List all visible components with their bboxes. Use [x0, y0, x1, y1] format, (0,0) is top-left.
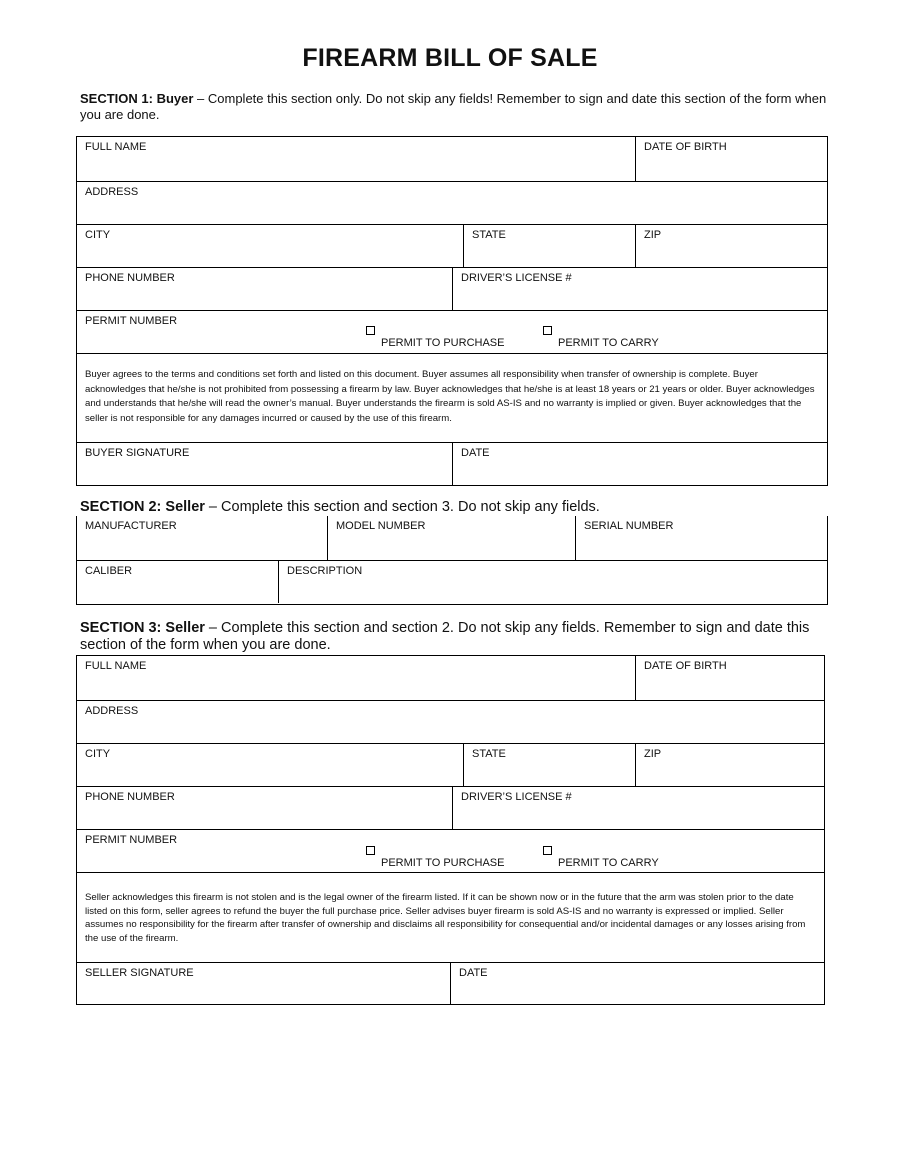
- seller-row-phone: [77, 786, 824, 829]
- seller-date-label: DATE: [459, 967, 488, 979]
- buyer-full-name-label: FULL NAME: [85, 141, 147, 153]
- seller-date-field[interactable]: [450, 963, 824, 1004]
- serial-number-label: SERIAL NUMBER: [584, 520, 674, 532]
- seller-city-label: CITY: [85, 748, 111, 760]
- caliber-field[interactable]: [77, 561, 278, 603]
- description-field[interactable]: [278, 561, 827, 603]
- buyer-address-label: ADDRESS: [85, 186, 139, 198]
- buyer-license-field[interactable]: [452, 268, 827, 310]
- section3-title: SECTION 3: Seller: [80, 620, 205, 636]
- buyer-full-name-field[interactable]: [77, 137, 635, 181]
- seller-firearm-table: [76, 516, 828, 605]
- seller-full-name-field[interactable]: [77, 656, 635, 700]
- seller-permit-purchase-checkbox[interactable]: [366, 846, 375, 855]
- buyer-permit-carry-label: PERMIT TO CARRY: [558, 337, 659, 349]
- buyer-permit-carry-checkbox[interactable]: [543, 326, 552, 335]
- buyer-city-field[interactable]: [77, 225, 463, 267]
- seller-phone-label: PHONE NUMBER: [85, 791, 175, 803]
- seller-row-city: [77, 743, 824, 786]
- buyer-terms-text: Buyer agrees to the terms and conditions set forth and listed on this document. Buyer assumes all responsibility when transfer of ownership is complete. Buyer acknowledges that he/she is not prohibited from possessing a firearm by law. Buyer acknowledges that he/she is at least 18 years or 21 years or older. Buyer acknowledges and understands that he/she will read the owner’s manual. Buyer understands the firearm is sold AS-IS and no warranty is implied or given. Buyer acknowledges that the seller is not responsible for any damages incurred or caused by the use of this firearm.: [85, 369, 815, 424]
- buyer-row-address: [77, 181, 827, 224]
- seller-permit-carry-label: PERMIT TO CARRY: [558, 857, 659, 869]
- buyer-phone-field[interactable]: [77, 268, 452, 310]
- model-number-label: MODEL NUMBER: [336, 520, 426, 532]
- section2-instruction: – Complete this section and section 3. Do not skip any fields.: [204, 499, 600, 515]
- section1-instruction: – Complete this section only. Do not skip any fields! Remember to sign and date this section of the form when you are done.: [80, 91, 827, 122]
- buyer-signature-field[interactable]: [77, 443, 452, 485]
- seller-row-permit: [77, 829, 824, 872]
- firearm-row-2: [77, 560, 827, 603]
- section2-title: SECTION 2: Seller: [80, 499, 205, 515]
- buyer-permit-label: PERMIT NUMBER: [85, 315, 178, 327]
- buyer-permit-purchase-checkbox[interactable]: [366, 326, 375, 335]
- seller-dob-label: DATE OF BIRTH: [644, 660, 727, 672]
- description-label: DESCRIPTION: [287, 565, 363, 577]
- seller-row-signature: [77, 962, 824, 1004]
- buyer-phone-label: PHONE NUMBER: [85, 272, 175, 284]
- seller-zip-label: ZIP: [644, 748, 662, 760]
- seller-phone-field[interactable]: [77, 787, 452, 829]
- seller-permit-purchase-label: PERMIT TO PURCHASE: [381, 857, 505, 869]
- buyer-row-name: [77, 137, 827, 181]
- buyer-permit-field[interactable]: [77, 311, 827, 353]
- buyer-zip-field[interactable]: [635, 225, 827, 267]
- seller-license-field[interactable]: [452, 787, 824, 829]
- seller-state-label: STATE: [472, 748, 506, 760]
- section1-title: SECTION 1: Buyer: [80, 91, 194, 106]
- serial-number-field[interactable]: [575, 516, 827, 560]
- buyer-permit-purchase-label: PERMIT TO PURCHASE: [381, 337, 505, 349]
- seller-row-address: [77, 700, 824, 743]
- buyer-state-field[interactable]: [463, 225, 635, 267]
- model-number-field[interactable]: [327, 516, 575, 560]
- seller-full-name-label: FULL NAME: [85, 660, 147, 672]
- seller-dob-field[interactable]: [635, 656, 824, 700]
- seller-row-name: [77, 656, 824, 700]
- seller-address-label: ADDRESS: [85, 705, 139, 717]
- buyer-dob-field[interactable]: [635, 137, 827, 181]
- form-title: FIREARM BILL OF SALE: [302, 44, 598, 72]
- seller-signature-field[interactable]: [77, 963, 450, 1004]
- seller-table: [76, 655, 825, 1005]
- buyer-city-label: CITY: [85, 229, 111, 241]
- seller-signature-label: SELLER SIGNATURE: [85, 967, 194, 979]
- buyer-row-signature: [77, 442, 827, 485]
- seller-zip-field[interactable]: [635, 744, 824, 786]
- buyer-signature-label: BUYER SIGNATURE: [85, 447, 190, 459]
- firearm-row-1: [77, 516, 827, 560]
- caliber-label: CALIBER: [85, 565, 133, 577]
- section3-heading: [80, 620, 850, 654]
- manufacturer-field[interactable]: [77, 516, 327, 560]
- buyer-row-city: [77, 224, 827, 267]
- buyer-dob-label: DATE OF BIRTH: [644, 141, 727, 153]
- seller-city-field[interactable]: [77, 744, 463, 786]
- section2-heading: [80, 499, 850, 516]
- buyer-row-permit: [77, 310, 827, 353]
- seller-state-field[interactable]: [463, 744, 635, 786]
- seller-license-label: DRIVER’S LICENSE #: [461, 791, 572, 803]
- section1-heading: [80, 91, 850, 123]
- buyer-date-label: DATE: [461, 447, 490, 459]
- buyer-zip-label: ZIP: [644, 229, 662, 241]
- buyer-address-field[interactable]: [77, 182, 827, 224]
- buyer-license-label: DRIVER’S LICENSE #: [461, 272, 572, 284]
- seller-terms-text: Seller acknowledges this firearm is not stolen and is the legal owner of the firearm listed. If it can be shown now or in the future that the arm was stolen prior to the date listed on this form, seller agrees to refund the buyer the full purchase price. Seller advises buyer firearm is sold AS-IS and no warranty is expressed or implied. Seller assumes no responsibility for the firearm after transfer of ownership and disclaims all responsibility for consequential and/or incidental damages or any losses arising from the use of the firearm.: [85, 892, 806, 944]
- section3-instruction: – Complete this section and section 2. Do not skip any fields. Remember to sign and date this section of the form when you are done.: [80, 620, 810, 653]
- buyer-date-field[interactable]: [452, 443, 827, 485]
- seller-permit-carry-checkbox[interactable]: [543, 846, 552, 855]
- buyer-state-label: STATE: [472, 229, 506, 241]
- buyer-table: [76, 136, 828, 486]
- seller-permit-field[interactable]: [77, 830, 824, 872]
- buyer-row-terms: [77, 353, 827, 442]
- manufacturer-label: MANUFACTURER: [85, 520, 177, 532]
- buyer-row-phone: [77, 267, 827, 310]
- seller-permit-label: PERMIT NUMBER: [85, 834, 178, 846]
- seller-address-field[interactable]: [77, 701, 824, 743]
- seller-row-terms: [77, 872, 824, 962]
